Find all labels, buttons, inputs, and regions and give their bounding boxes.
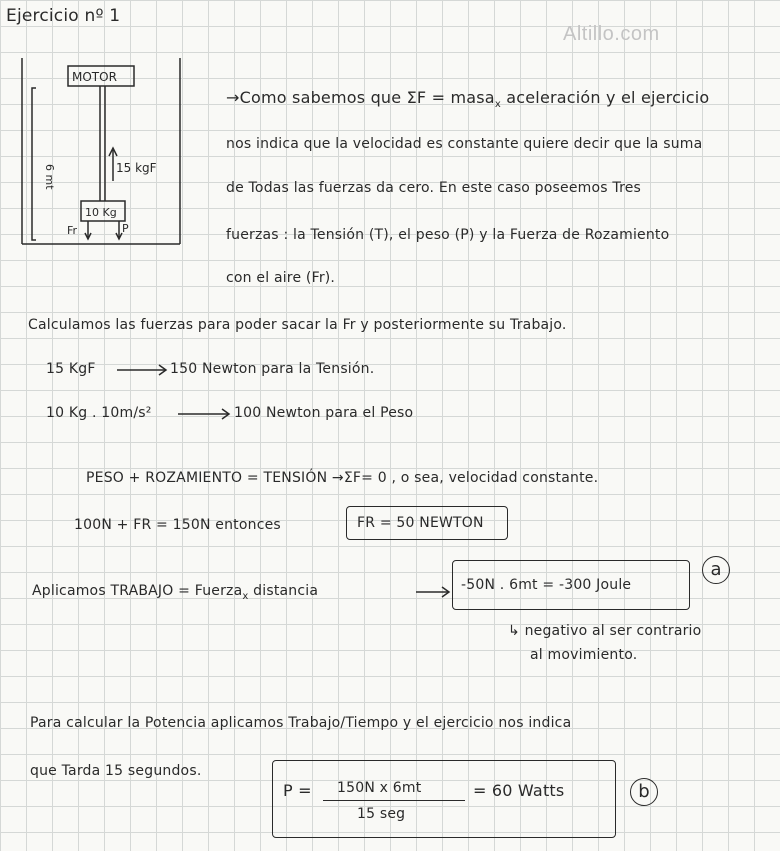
fr-result: FR = 50 NEWTON — [357, 515, 484, 531]
negative-note-2: al movimiento. — [530, 647, 638, 663]
fraction-bar — [323, 800, 465, 801]
intro-line-2: nos indica que la velocidad es constante quiere decir que la suma — [226, 136, 703, 152]
trabajo-result: -50N . 6mt = -300 Joule — [461, 577, 632, 593]
tension-left: 15 KgF — [46, 361, 96, 377]
intro-line-1 — [226, 90, 709, 110]
motor-label: MOTOR — [72, 70, 117, 84]
intro-line-4: fuerzas : la Tensión (T), el peso (P) y la Fuerza de Rozamiento — [226, 227, 670, 243]
potencia-line-2: que Tarda 15 segundos. — [30, 763, 202, 779]
trabajo-b: distancia — [253, 583, 319, 599]
label-a: a — [702, 556, 730, 584]
balance-line: PESO + ROZAMIENTO = TENSIÓN →ΣF= 0 , o sea, velocidad constante. — [86, 470, 599, 486]
label-b: b — [630, 778, 658, 806]
tension-right: 150 Newton para la Tensión. — [170, 361, 375, 377]
height-bracket — [32, 88, 36, 240]
peso-arrow-icon — [176, 406, 232, 422]
potencia-result: = 60 Watts — [473, 781, 565, 800]
fr-result-box — [346, 506, 508, 540]
p-label: P — [122, 222, 129, 235]
potencia-result-box — [272, 760, 616, 838]
potencia-line-1: Para calcular la Potencia aplicamos Trabajo/Tiempo y el ejercicio nos indica — [30, 715, 572, 731]
peso-left: 10 Kg . 10m/s² — [46, 405, 152, 421]
negative-note-1: ↳ negativo al ser contrario — [508, 623, 702, 639]
tension-arrow-icon — [115, 362, 169, 378]
times-sign-2: x — [242, 590, 249, 602]
fr-label: Fr — [67, 224, 78, 237]
mass-label: 10 Kg — [85, 206, 117, 219]
tension-label: 15 kgF — [116, 161, 157, 175]
trabajo-a: Aplicamos TRABAJO = Fuerza — [32, 583, 243, 599]
exercise-title: Ejercicio nº 1 — [6, 6, 121, 26]
potencia-denominator: 15 seg — [357, 806, 406, 822]
trabajo-line — [32, 584, 318, 602]
potencia-p: P = — [283, 781, 312, 800]
potencia-numerator: 150N x 6mt — [337, 780, 422, 796]
trabajo-result-box — [452, 560, 690, 610]
watermark: Altillo.com — [563, 23, 660, 45]
intro-line-3: de Todas las fuerzas da cero. En este caso poseemos Tres — [226, 180, 642, 196]
height-label: 6 mt — [43, 164, 56, 190]
intro-line-1-a: →Como sabemos que ΣF = masa — [226, 88, 495, 107]
eq-left: 100N + FR = 150N entonces — [74, 517, 281, 533]
peso-right: 100 Newton para el Peso — [234, 405, 414, 421]
motor-pulley-diagram — [10, 58, 190, 250]
intro-line-1-b: aceleración y el ejercicio — [506, 88, 710, 107]
calc-line: Calculamos las fuerzas para poder sacar la Fr y posteriormente su Trabajo. — [28, 317, 567, 333]
intro-line-5: con el aire (Fr). — [226, 270, 336, 286]
trabajo-arrow-icon — [414, 583, 452, 601]
times-sign: x — [494, 99, 501, 111]
